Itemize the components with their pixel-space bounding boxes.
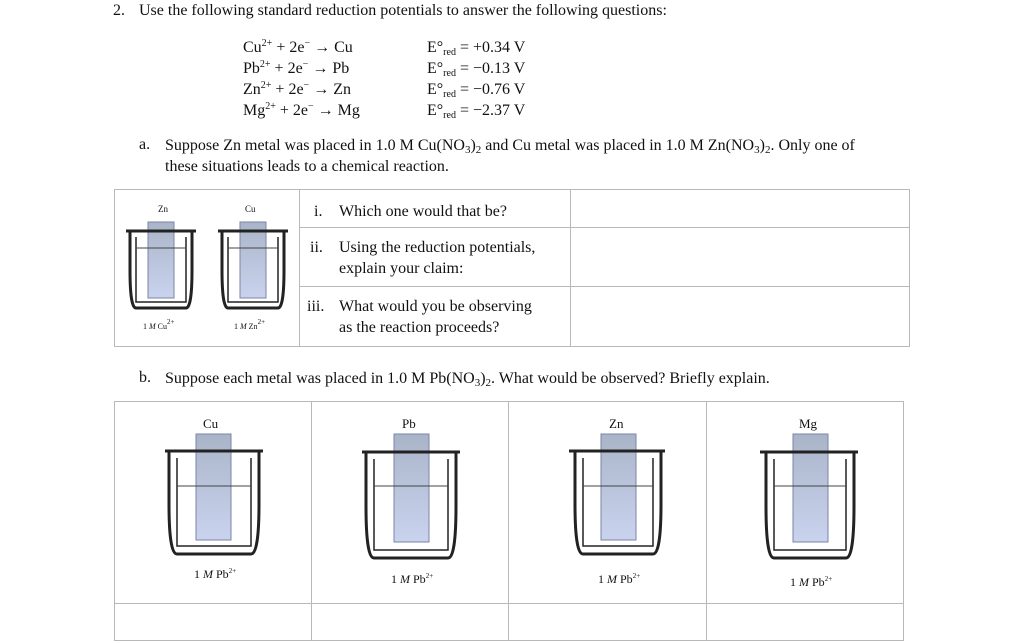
question-ii-text-line2: explain your claim: [339, 260, 464, 277]
answer-cell-pb[interactable] [312, 604, 508, 640]
answer-cell-mg[interactable] [707, 604, 903, 640]
part-a-prompt: Suppose Zn metal was placed in 1.0 M $Cu(NO_3)_2$ and Cu metal was placed in 1.0 M $Zn(NO_3)_2$. Only one of [165, 137, 855, 156]
question-ii-num: ii. [310, 239, 323, 256]
question-i-num: i. [314, 203, 323, 220]
beaker-a2-solution: 1 M $Zn^{2+}$ [234, 318, 266, 331]
beaker-b2-solution: 1 M $Pb^{2+}$ [391, 572, 434, 586]
question-i-text: Which one would that be? [339, 203, 507, 220]
half-reaction-cu: $Cu^{2+} + 2e^- \to Cu$ [243, 38, 353, 56]
part-a-divider-1 [299, 189, 300, 347]
beaker-a2 [218, 218, 288, 318]
beaker-a1-solution: 1 M $Cu^{2+}$ [143, 318, 175, 331]
beaker-b3-solution: 1 M $Pb^{2+}$ [598, 572, 641, 586]
beaker-b2 [362, 434, 462, 564]
electrode-pb-b [394, 434, 429, 542]
electrode-mg-b [793, 434, 828, 542]
half-reaction-mg: $Mg^{2+} + 2e^- \to Mg$ [243, 101, 360, 119]
potential-cu: $E^\circ_{red} = +0.34$ V [427, 39, 526, 58]
question-prompt: Use the following standard reduction potentials to answer the following questions: [139, 2, 667, 19]
question-number: 2. [113, 2, 125, 19]
potential-pb: $E^\circ_{red} = -0.13$ V [427, 60, 526, 79]
beaker-b3-metal-label: Zn [609, 416, 624, 431]
part-b-prompt: Suppose each metal was placed in 1.0 M $Pb(NO_3)_2$. What would be observed? Briefly explain. [165, 370, 770, 389]
beaker-b4 [760, 434, 860, 564]
question-iii-num: iii. [307, 298, 325, 315]
beaker-b3 [567, 434, 667, 564]
answer-cell-iii[interactable] [571, 287, 909, 346]
answer-cell-zn[interactable] [509, 604, 706, 640]
beaker-b1-metal-label: Cu [203, 416, 219, 431]
answer-cell-ii[interactable] [571, 228, 909, 286]
potential-zn: $E^\circ_{red} = -0.76$ V [427, 81, 526, 100]
beaker-b1-solution: 1 M $Pb^{2+}$ [194, 567, 237, 581]
answer-cell-i[interactable] [571, 190, 909, 227]
beaker-a1-metal-label: Zn [158, 204, 168, 214]
beaker-a2-metal-label: Cu [245, 204, 256, 214]
potential-mg: $E^\circ_{red} = -2.37$ V [427, 102, 526, 121]
part-a-label: a. [139, 136, 151, 153]
question-ii-text: Using the reduction potentials, [339, 239, 536, 256]
beaker-b4-solution: 1 M $Pb^{2+}$ [790, 575, 833, 589]
part-b-label: b. [139, 369, 151, 386]
half-reaction-zn: $Zn^{2+} + 2e^- \to Zn$ [243, 80, 351, 98]
half-reaction-pb: $Pb^{2+} + 2e^- \to Pb$ [243, 59, 350, 77]
beaker-b1 [165, 434, 265, 564]
electrode-cu [240, 222, 266, 298]
beaker-a1 [126, 218, 196, 318]
answer-cell-cu[interactable] [115, 604, 311, 640]
electrode-zn [148, 222, 174, 298]
beaker-b4-metal-label: Mg [799, 416, 818, 431]
question-iii-text-line2: as the reaction proceeds? [339, 319, 500, 336]
question-iii-text: What would you be observing [339, 298, 532, 315]
part-a-prompt-line2: these situations leads to a chemical reaction. [165, 158, 449, 175]
beaker-b2-metal-label: Pb [402, 416, 416, 431]
